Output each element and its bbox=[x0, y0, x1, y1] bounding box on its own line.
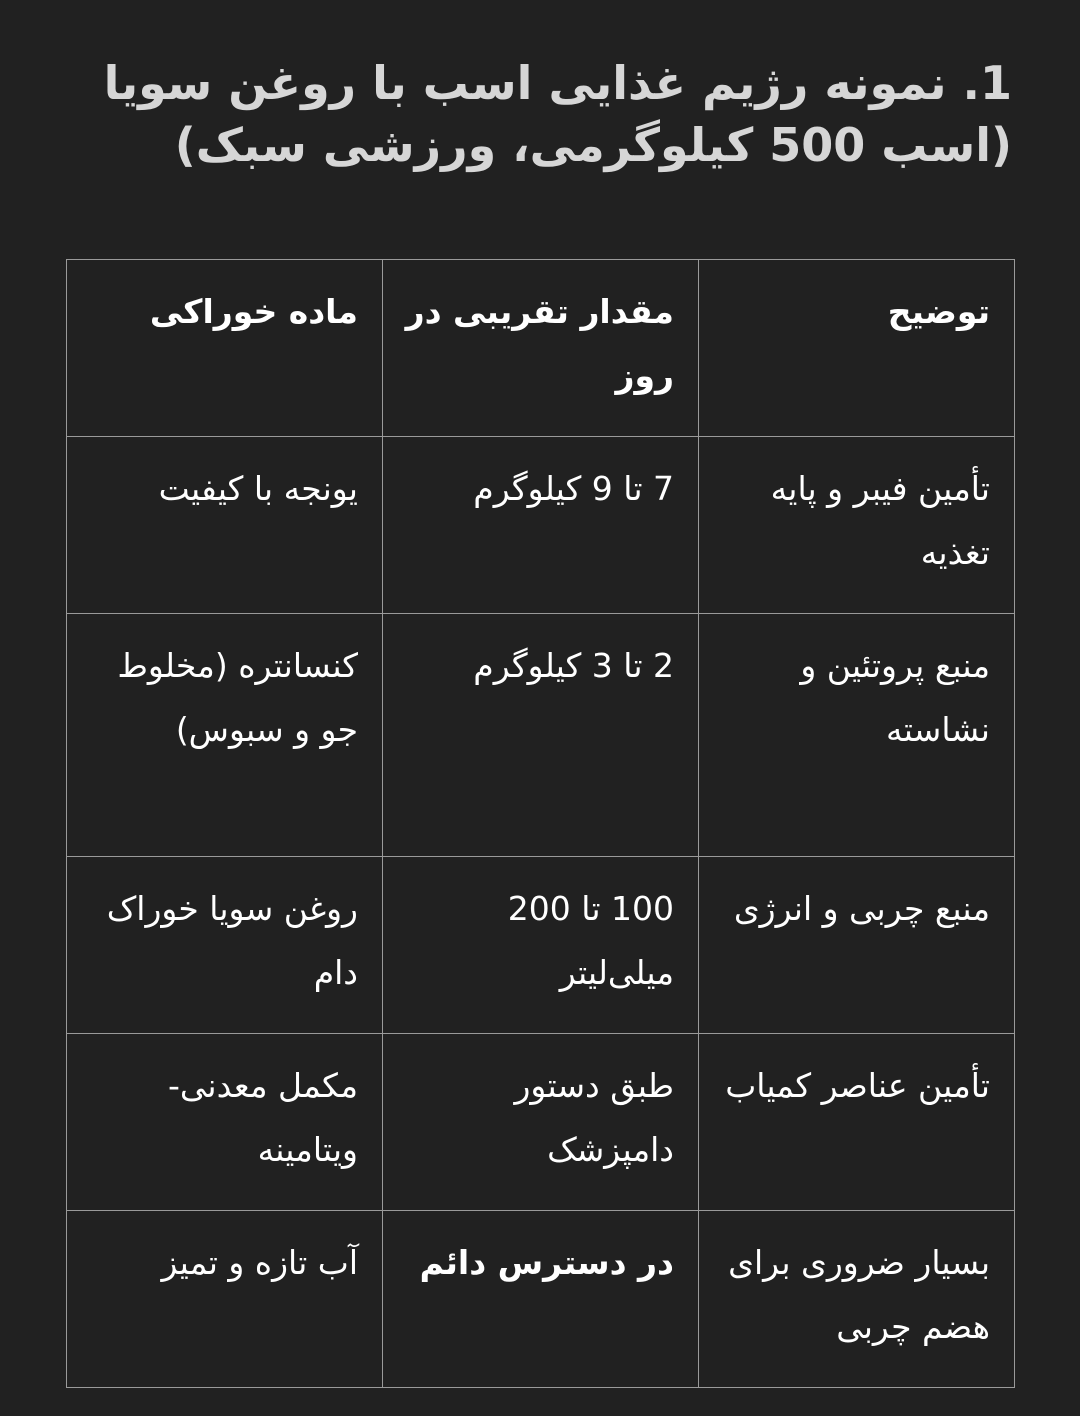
cell-description: تأمین عناصر کمیاب bbox=[699, 1034, 1015, 1211]
header-amount: مقدار تقریبی در روز bbox=[383, 260, 699, 437]
cell-amount: طبق دستور دامپزشک bbox=[383, 1034, 699, 1211]
header-food-item: ماده خوراکی bbox=[67, 260, 383, 437]
table-row bbox=[67, 437, 1015, 614]
cell-description: منبع چربی و انرژی bbox=[699, 857, 1015, 1034]
heading-text: نمونه رژیم غذایی اسب با روغن سویا (اسب 500 کیلوگرمی، ورزشی سبک) bbox=[103, 56, 1012, 172]
cell-amount: در دسترس دائم bbox=[383, 1211, 699, 1388]
cell-description: بسیار ضروری برای هضم چربی bbox=[699, 1211, 1015, 1388]
table-row bbox=[67, 1034, 1015, 1211]
cell-food-item: کنسانتره (مخلوط جو و سبوس) bbox=[67, 614, 383, 857]
cell-food-item: آب تازه و تمیز bbox=[67, 1211, 383, 1388]
cell-amount: 2 تا 3 کیلوگرم bbox=[383, 614, 699, 857]
table-row bbox=[67, 614, 1015, 857]
header-description: توضیح bbox=[699, 260, 1015, 437]
cell-food-item: یونجه با کیفیت bbox=[67, 437, 383, 614]
diet-table bbox=[66, 259, 1015, 1388]
cell-food-item: مکمل معدنی-ویتامینه bbox=[67, 1034, 383, 1211]
cell-food-item: روغن سویا خوراک دام bbox=[67, 857, 383, 1034]
table-row bbox=[67, 1211, 1015, 1388]
table-row bbox=[67, 857, 1015, 1034]
cell-description: تأمین فیبر و پایه تغذیه bbox=[699, 437, 1015, 614]
heading-number: 1. bbox=[962, 56, 1012, 110]
cell-amount: 100 تا 200 میلی‌لیتر bbox=[383, 857, 699, 1034]
page-heading bbox=[52, 52, 1012, 176]
cell-description: منبع پروتئین و نشاسته bbox=[699, 614, 1015, 857]
table-header-row bbox=[67, 260, 1015, 437]
cell-amount: 7 تا 9 کیلوگرم bbox=[383, 437, 699, 614]
